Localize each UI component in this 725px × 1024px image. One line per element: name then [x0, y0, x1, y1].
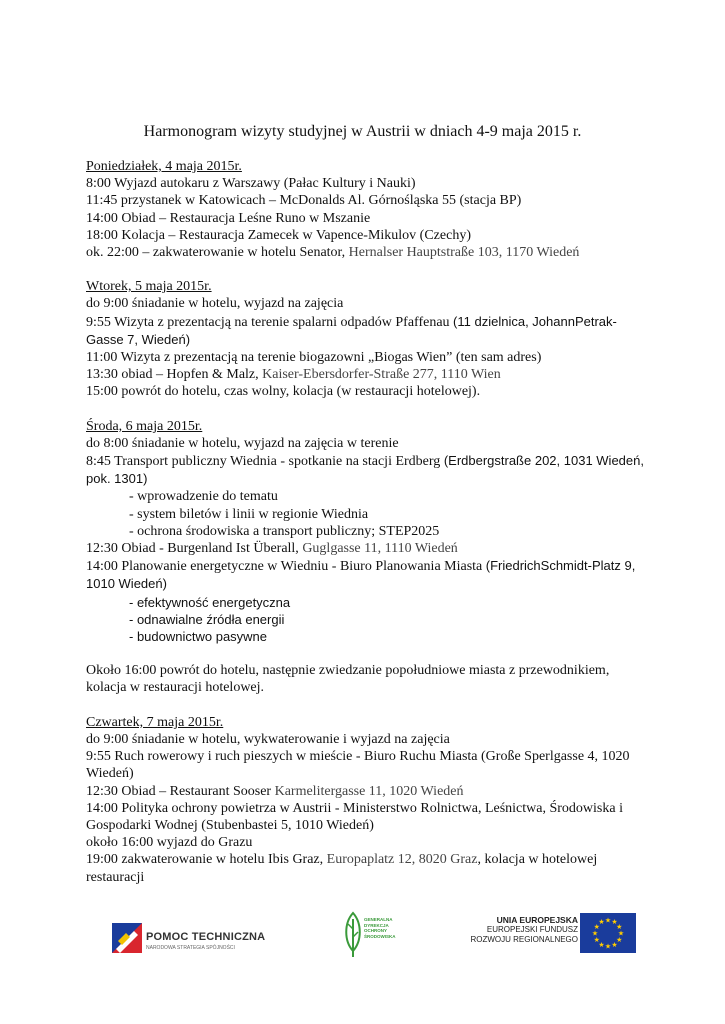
bullet-item: - odnawialne źródła energii [129, 611, 285, 627]
address-text: Karmelitergasse 11, 1020 Wiedeń [274, 783, 464, 799]
eu-logo [468, 911, 640, 961]
gdos-logo [342, 911, 402, 961]
schedule-line: 11:45 przystanek w Katowicach – McDonalds Al. Górnośląska 55 (stacja BP) [86, 193, 522, 209]
schedule-text: 9:55 Wizyta z prezentacją na terenie spalarni odpadów Pfaffenau [86, 314, 454, 330]
eu-stars-icon [580, 913, 636, 953]
pomoc-techniczna-subtitle: NARODOWA STRATEGIA SPÓJNOŚCI [146, 945, 235, 951]
schedule-line: 15:00 powrót do hotelu, czas wolny, kolacja (w restauracji hotelowej). [86, 384, 481, 400]
eu-line: EUROPEJSKI FUNDUSZ [486, 925, 578, 934]
eu-star-icon: ★ [616, 923, 623, 931]
gdos-line: GENERALNA [364, 917, 393, 922]
schedule-line [86, 851, 646, 885]
schedule-text: 8:45 Transport publiczny Wiednia - spotkanie na stacji Erdberg [86, 454, 444, 470]
day-heading-monday: Poniedziałek, 4 maja 2015r. [86, 159, 242, 174]
eu-logo-text [468, 915, 578, 945]
address-text: Europaplatz 12, 8020 Graz [326, 852, 478, 868]
schedule-text: 14:00 Planowanie energetyczne w Wiedniu - Biuro Planowania Miasta [86, 559, 486, 575]
schedule-line: 9:55 Ruch rowerowy i ruch pieszych w mieście - Biuro Ruchu Miasta (Große Sperlgasse 4, 1020 Wiedeń) [86, 749, 630, 782]
schedule-text: 19:00 zakwaterowanie w hotelu Ibis Graz, [86, 852, 327, 868]
eu-star-icon: ★ [593, 936, 600, 944]
schedule-line [86, 783, 646, 800]
day-heading-thursday: Czwartek, 7 maja 2015r. [86, 714, 224, 730]
schedule-line: 18:00 Kolacja – Restauracja Zamecek w Vapence-Mikulov (Czechy) [86, 227, 471, 243]
day-heading-tuesday: Wtorek, 5 maja 2015r. [86, 279, 212, 295]
schedule-text: 12:30 Obiad - Burgenland Ist Überall, [86, 541, 303, 557]
schedule-line [86, 557, 646, 593]
bullet-item: - system biletów i linii w regionie Wiednia [129, 506, 369, 522]
pomoc-techniczna-name: POMOC TECHNICZNA [146, 931, 266, 943]
eu-star-icon: ★ [604, 942, 612, 951]
eu-line: UNIA EUROPEJSKA [496, 915, 578, 925]
schedule-line [86, 366, 646, 383]
address-text: (Erdbergstraße 202, 1031 Wiedeń, pok. 1301) [86, 453, 644, 487]
address-text: Guglgasse 11, 1110 Wiedeń [302, 541, 458, 557]
eu-star-icon: ★ [617, 929, 625, 938]
day-heading-wednesday: Środa, 6 maja 2015r. [86, 418, 203, 434]
address-text: Hernalser Hauptstraße 103, 1170 Wiedeń [348, 245, 580, 261]
eu-star-icon: ★ [616, 936, 623, 944]
schedule-line: do 9:00 śniadanie w hotelu, wykwaterowanie i wyjazd na zajęcia [86, 731, 450, 747]
schedule-line [86, 452, 646, 488]
address-text: (FriedrichSchmidt-Platz 9, 1010 Wiedeń) [86, 558, 636, 592]
pomoc-techniczna-logo [112, 919, 272, 959]
schedule-text: 13:30 obiad – Hopfen & Malz, [86, 367, 263, 383]
footer-logos [0, 905, 725, 965]
schedule-line: 14:00 Obiad – Restauracja Leśne Runo w Mszanie [86, 210, 371, 226]
gdos-line: OCHRONY [364, 928, 388, 933]
eu-star-icon: ★ [598, 940, 605, 949]
gdos-logo-text [364, 917, 396, 939]
eu-star-icon: ★ [604, 916, 612, 925]
schedule-line [86, 540, 646, 557]
schedule-line: do 9:00 śniadanie w hotelu, wyjazd na zajęcia [86, 296, 344, 312]
eu-star-icon: ★ [591, 929, 599, 938]
bullet-item: - efektywność energetyczna [129, 594, 291, 610]
bullet-item: - budownictwo pasywne [129, 629, 268, 645]
schedule-text: ok. 22:00 – zakwaterowanie w hotelu Senator, [86, 245, 349, 261]
schedule-line: do 8:00 śniadanie w hotelu, wyjazd na zajęcia w terenie [86, 435, 399, 451]
schedule-line [86, 244, 646, 261]
schedule-line: 14:00 Polityka ochrony powietrza w Austrii - Ministerstwo Rolnictwa, Leśnictwa, Środowiska i Gospodarki Wodnej (Stubenbastei 5, 1010 Wiedeń) [86, 800, 623, 833]
schedule-line: 11:00 Wizyta z prezentacją na terenie biogazowni „Biogas Wien” (ten sam adres) [86, 350, 542, 366]
address-text: (11 dzielnica, JohannPetrak-Gasse 7, Wiedeń) [86, 313, 617, 347]
schedule-line: Około 16:00 powrót do hotelu, następnie zwiedzanie popołudniowe miasta z przewodnikiem, kolacja w restauracji hotelowej. [86, 663, 610, 696]
address-text: Kaiser-Ebersdorfer-Straße 277, 1110 Wien [262, 367, 501, 383]
eu-star-icon: ★ [593, 923, 600, 931]
gdos-line: DYREKCJA [364, 922, 389, 928]
eu-flag-icon [580, 913, 636, 953]
schedule-line: 8:00 Wyjazd autokaru z Warszawy (Pałac Kultury i Nauki) [86, 176, 416, 192]
bullet-item: - ochrona środowiska a transport publiczny; STEP2025 [129, 523, 440, 539]
document-title: Harmonogram wizyty studyjnej w Austrii w dniach 4-9 maja 2015 r. [143, 123, 582, 140]
bullet-item: - wprowadzenie do tematu [129, 489, 278, 505]
leaf-icon [342, 911, 364, 959]
eu-star-icon: ★ [611, 918, 618, 927]
schedule-line [86, 313, 646, 349]
schedule-body [86, 158, 646, 886]
eu-star-icon: ★ [611, 940, 618, 949]
gdos-line: ŚRODOWISKA [364, 933, 396, 939]
schedule-text: 12:30 Obiad – Restaurant Sooser [86, 783, 275, 799]
schedule-text: , kolacja w hotelowej restauracji [86, 852, 598, 885]
eu-line: ROZWOJU REGIONALNEGO [470, 935, 578, 944]
eu-star-icon: ★ [598, 918, 605, 927]
pomoc-techniczna-icon [112, 919, 144, 959]
schedule-line: około 16:00 wyjazd do Grazu [86, 835, 253, 851]
